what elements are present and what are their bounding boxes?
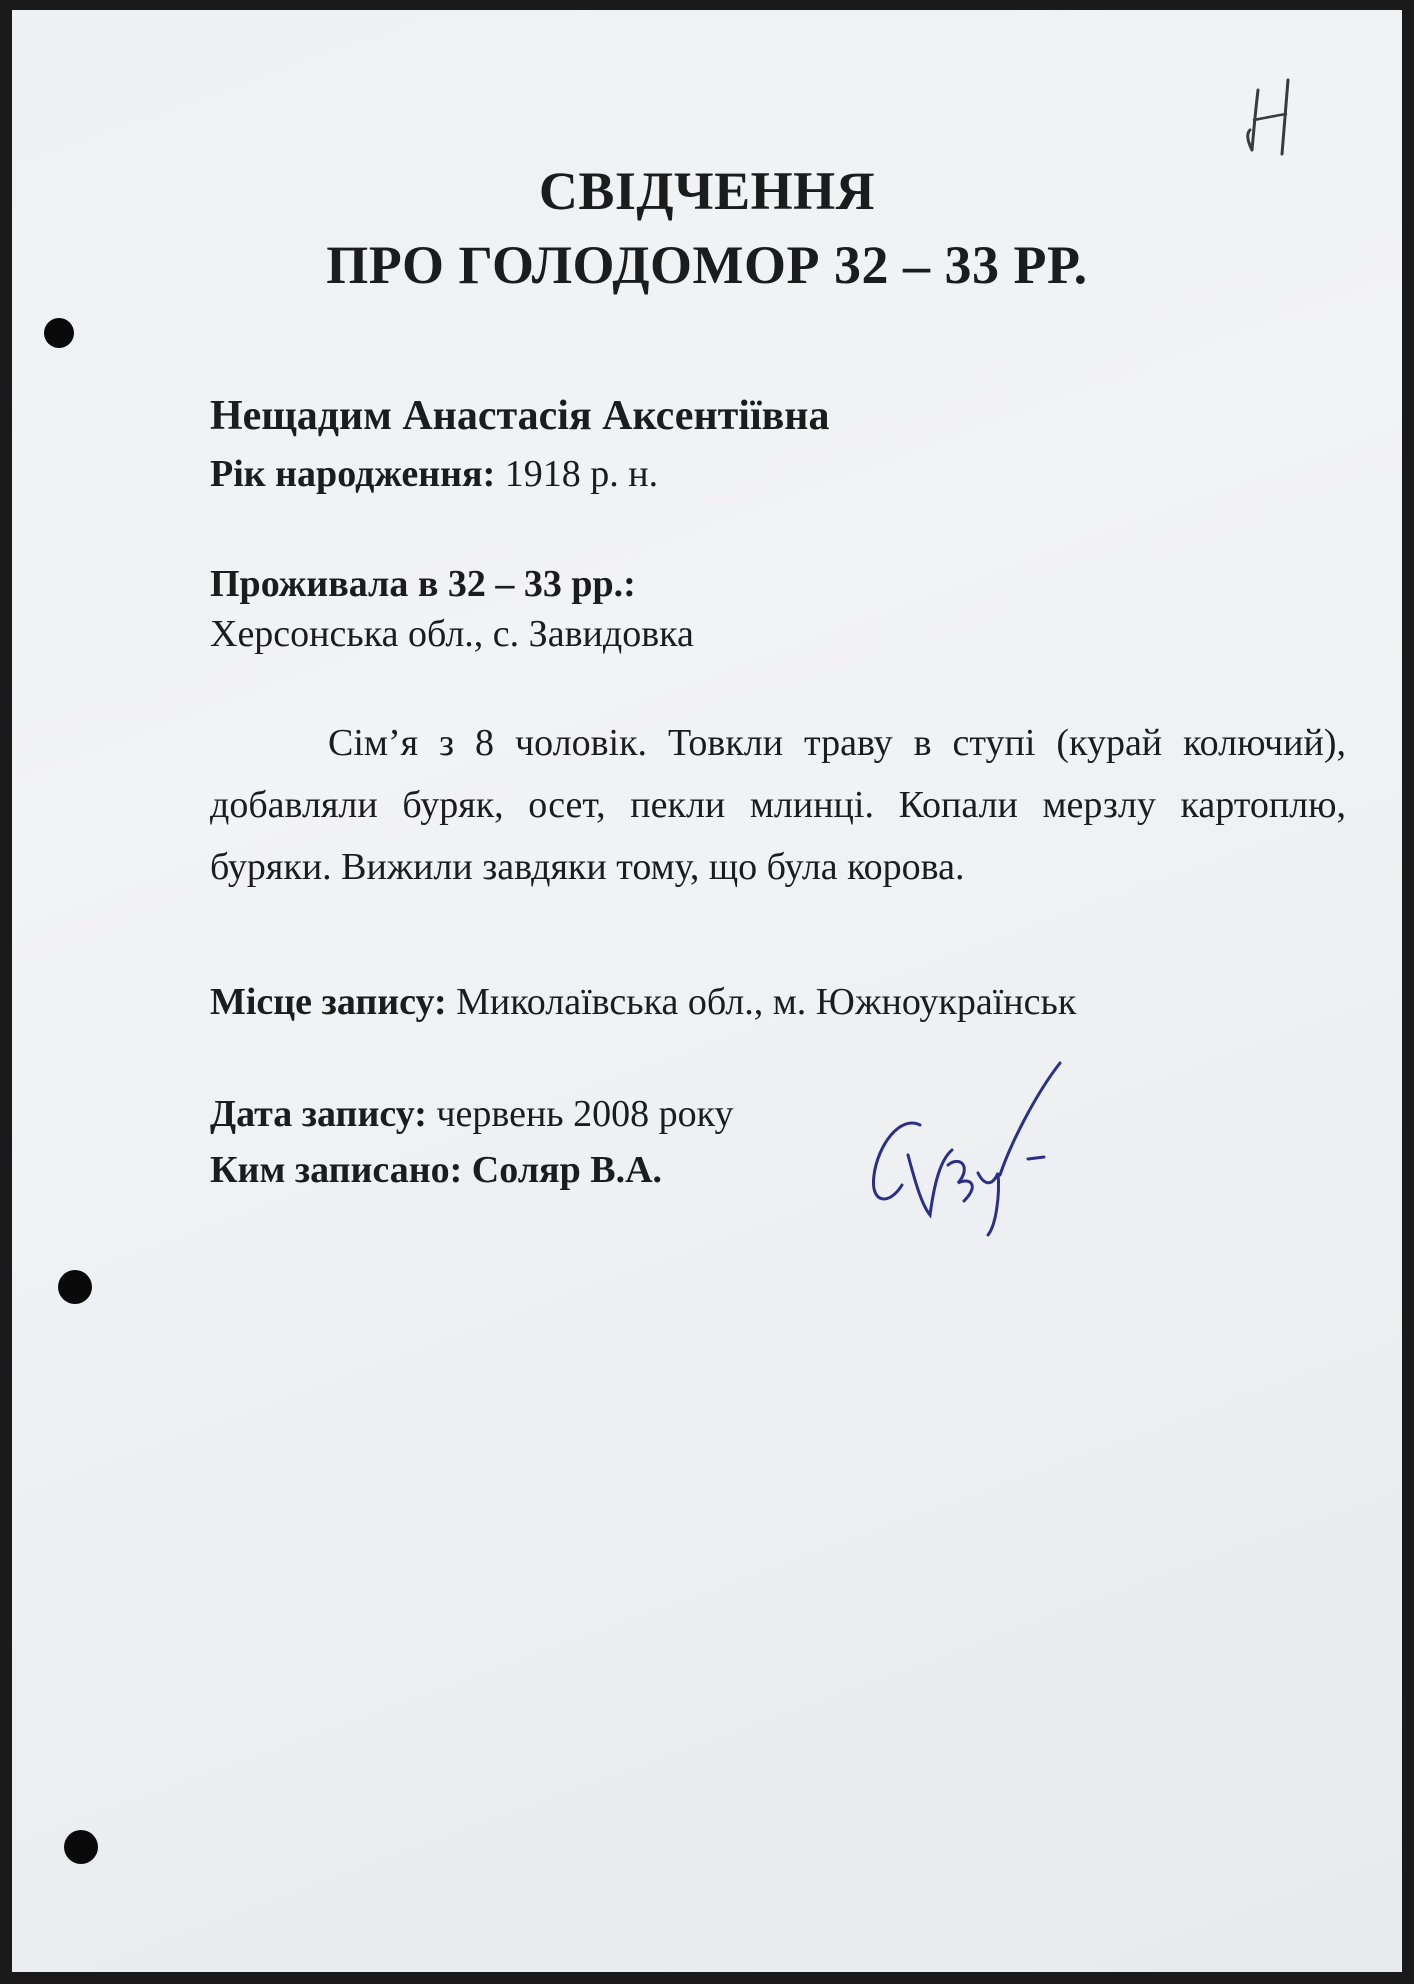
record-date-value: червень 2008 року: [436, 1093, 734, 1135]
record-date-label: Дата запису:: [210, 1093, 427, 1135]
punch-hole: [44, 318, 74, 348]
recorded-by-label: Ким записано:: [210, 1149, 463, 1191]
birth-value: 1918 р. н.: [504, 453, 659, 495]
witness-name: Нещадим Анастасія Аксентіївна: [210, 393, 830, 439]
recorded-by-row: [210, 1148, 662, 1192]
handwritten-page-number: [1240, 72, 1310, 162]
residence-label: Проживала в 32 – 33 рр.:: [210, 563, 636, 605]
handwritten-signature: [860, 1055, 1100, 1245]
record-place-value: Миколаївська обл., м. Южноукраїнськ: [456, 981, 1077, 1023]
birth-label: Рік народження:: [210, 453, 496, 495]
document-subtitle: ПРО ГОЛОДОМОР 32 – 33 РР.: [326, 235, 1088, 295]
recorded-by-value: Соляр В.А.: [471, 1149, 663, 1191]
record-place-row: [210, 980, 1076, 1024]
punch-hole: [58, 1270, 92, 1304]
testimony-text: Сім’я з 8 чоловік. Товкли траву в ступі (курай колючий), добавляли буряк, осет, пекли млинці. Копали мерзлу картоплю, буряки. Вижили завдяки тому, що була корова.: [210, 722, 1346, 888]
record-date-row: [210, 1092, 734, 1136]
birth-year-row: [210, 452, 658, 496]
record-place-label: Місце запису:: [210, 981, 447, 1023]
residence-value: Херсонська обл., с. Завидовка: [210, 613, 694, 655]
punch-hole: [64, 1830, 98, 1864]
document-title: СВІДЧЕННЯ: [538, 161, 876, 221]
